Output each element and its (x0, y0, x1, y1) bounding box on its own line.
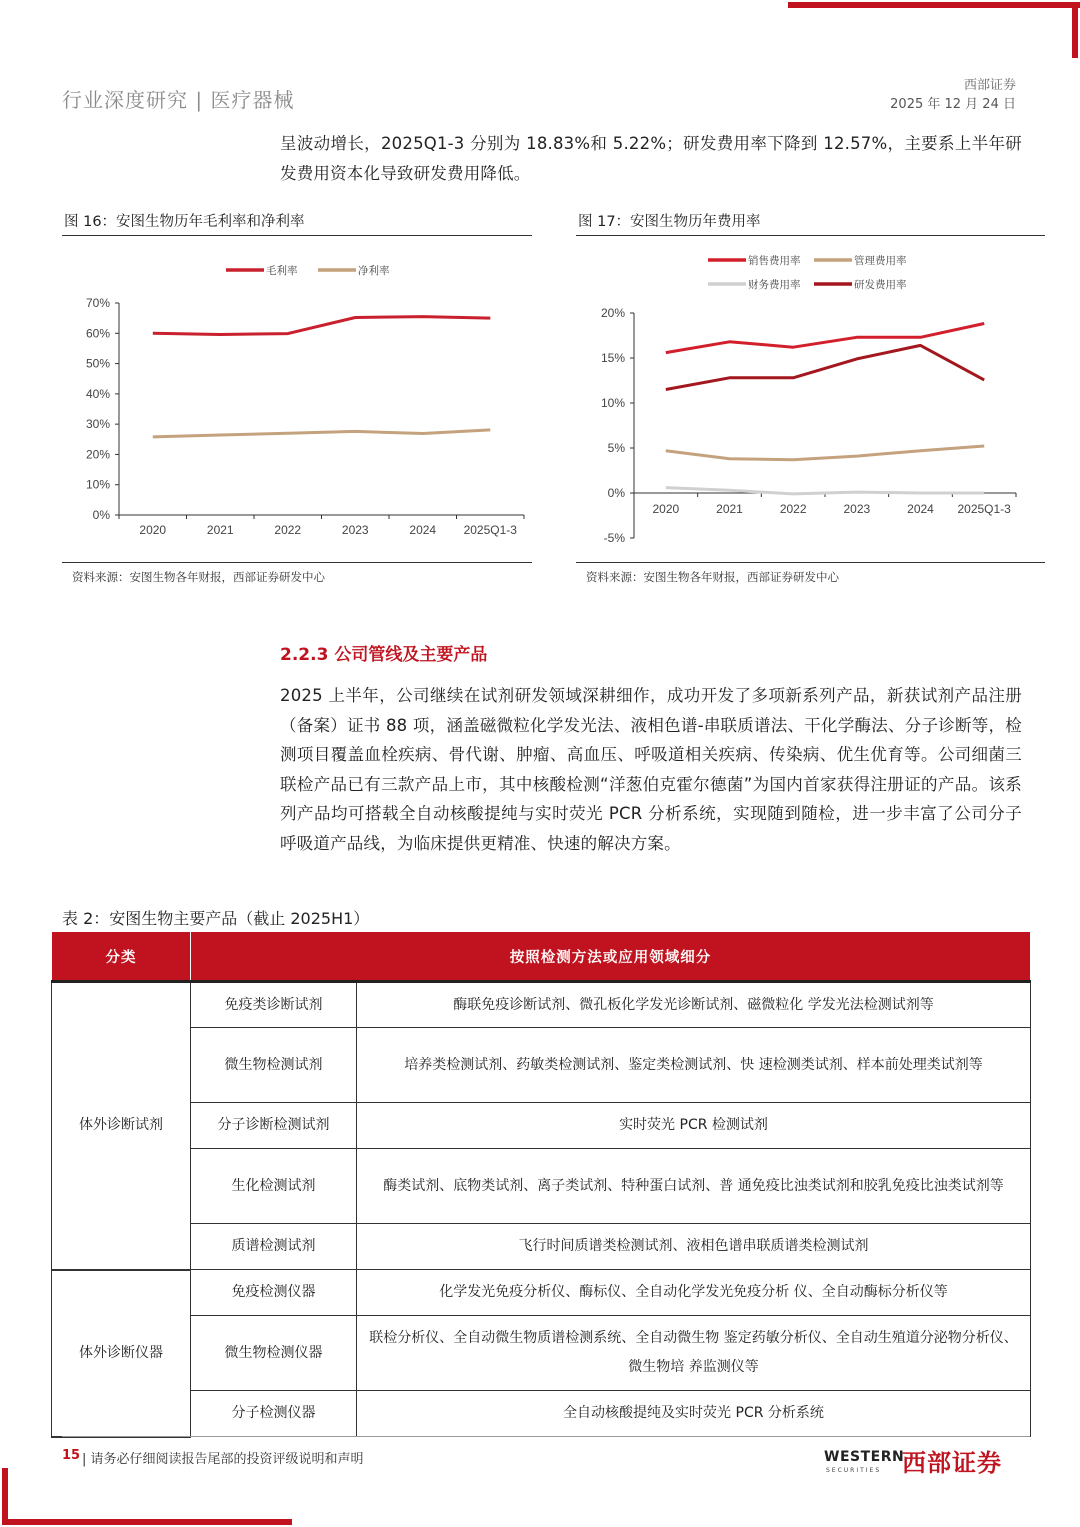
table-header-row (52, 932, 1031, 982)
footer-rule (62, 1436, 1030, 1437)
series-line-销售费用率 (666, 324, 984, 353)
legend-label: 财务费用率 (748, 279, 801, 291)
subcategory-cell: 微生物检测试剂 (191, 1028, 357, 1103)
table-title: 表 2：安图生物主要产品（截止 2025H1） (62, 909, 370, 928)
subcategory-cell: 微生物检测仪器 (191, 1316, 357, 1391)
x-tick-label: 2022 (274, 523, 302, 537)
detail-cell: 酶类试剂、底物类试剂、离子类试剂、特种蛋白试剂、普 通免疫比浊类试剂和胶乳免疫比浊类试剂等 (357, 1149, 1031, 1224)
y-tick-label: 10% (600, 396, 625, 410)
legend-label: 管理费用率 (854, 255, 907, 267)
subcategory-cell: 生化检测试剂 (191, 1149, 357, 1224)
table-row (52, 1270, 1031, 1316)
section-paragraph: 2025 上半年，公司继续在试剂研发领域深耕细作，成功开发了多项新系列产品，新获试剂产品注册（备案）证书 88 项，涵盖磁微粒化学发光法、液相色谱-串联质谱法、干化学酶法、分子诊断等，检测项目覆盖血栓疾病、骨代谢、肿瘤、高血压、呼吸道相关疾病、传染病、优生优育等。公司细菌三联检产品已有三款产品上市，其中核酸检测“洋葱伯克霍尔德菌”为国内首家获得注册证的产品。该系列产品均可搭载全自动核酸提纯与实时荧光 PCR 分析系统，实现随到随检，进一步丰富了公司分子呼吸道产品线，为临床提供更精准、快速的解决方案。 (280, 686, 1022, 853)
header-company: 西部证券 (963, 78, 1016, 93)
y-tick-label: 0% (607, 486, 625, 500)
detail-cell: 飞行时间质谱类检测试剂、液相色谱串联质谱类检测试剂 (357, 1224, 1031, 1270)
table-row (52, 982, 1031, 1028)
y-tick-label: 20% (85, 447, 110, 462)
detail-cell: 全自动核酸提纯及实时荧光 PCR 分析系统 (357, 1391, 1031, 1437)
intro-paragraph: 呈波动增长，2025Q1-3 分别为 18.83%和 5.22%；研发费用率下降到 12.57%，主要系上半年研发费用资本化导致研发费用降低。 (280, 134, 1022, 183)
figure17-bottom-rule (576, 562, 1045, 563)
figure17-chart (576, 245, 1045, 560)
footer-page-number: 15 (62, 1448, 81, 1463)
y-tick-label: 60% (85, 326, 110, 341)
table-row (52, 1028, 1031, 1103)
y-tick-label: 70% (85, 296, 110, 310)
y-tick-label: 15% (600, 351, 625, 365)
detail-cell: 酶联免疫诊断试剂、微孔板化学发光诊断试剂、磁微粒化 学发光法检测试剂等 (357, 982, 1031, 1028)
figure16-bottom-rule (62, 562, 532, 563)
y-tick-label: 50% (85, 356, 110, 371)
figure17-source: 资料来源：安图生物各年财报，西部证券研发中心 (586, 570, 839, 584)
x-tick-label: 2023 (341, 523, 369, 537)
footer-logo-en: WESTERN (824, 1449, 905, 1465)
y-tick-label: 30% (85, 417, 110, 432)
bottom-left-rule-vertical (2, 1468, 8, 1525)
x-tick-label: 2024 (907, 502, 934, 516)
figure17-title-rule (576, 235, 1045, 236)
subcategory-cell: 免疫检测仪器 (191, 1270, 357, 1316)
x-tick-label: 2022 (779, 502, 807, 516)
table-row (52, 1391, 1031, 1437)
footer-notice: | 请务必仔细阅读报告尾部的投资评级说明和声明 (82, 1452, 364, 1467)
subcategory-cell: 分子诊断检测试剂 (191, 1103, 357, 1149)
y-tick-label: 0% (92, 508, 110, 522)
subcategory-cell: 免疫类诊断试剂 (191, 982, 357, 1028)
product-table (51, 931, 1031, 1438)
series-line-管理费用率 (666, 446, 984, 460)
table-row (52, 1316, 1031, 1391)
subcategory-cell: 质谱检测试剂 (191, 1224, 357, 1270)
series-line-净利率 (153, 430, 491, 437)
y-tick-label: 20% (600, 306, 625, 320)
legend-label: 销售费用率 (748, 255, 801, 267)
section-title: 2.2.3 公司管线及主要产品 (280, 645, 488, 665)
header-report-type: 行业深度研究 | 医疗器械 (62, 88, 295, 112)
subcategory-cell: 分子检测仪器 (191, 1391, 357, 1437)
x-tick-label: 2023 (843, 502, 871, 516)
figure16-title-rule (62, 235, 532, 236)
legend-label: 研发费用率 (854, 279, 907, 291)
x-tick-label: 2021 (716, 502, 743, 516)
category-cell: 体外诊断仪器 (52, 1270, 191, 1437)
figure16-chart (62, 245, 532, 560)
header-detail: 按照检测方法或应用领域细分 (191, 932, 1031, 982)
footer-logo-sub: SECURITIES (826, 1467, 882, 1474)
table-row (52, 1224, 1031, 1270)
x-tick-label: 2021 (206, 523, 234, 537)
table-row (52, 1149, 1031, 1224)
x-tick-label: 2025Q1-3 (957, 502, 1011, 516)
figure16-title: 图 16：安图生物历年毛利率和净利率 (64, 214, 305, 230)
x-tick-label: 2020 (652, 502, 680, 516)
figure17-title: 图 17：安图生物历年费用率 (578, 214, 761, 230)
legend-label: 毛利率 (266, 265, 298, 277)
table-row (52, 1103, 1031, 1149)
figure16-source: 资料来源：安图生物各年财报，西部证券研发中心 (72, 570, 325, 584)
x-tick-label: 2025Q1-3 (463, 523, 517, 537)
category-cell: 体外诊断试剂 (52, 982, 191, 1270)
x-tick-label: 2024 (409, 523, 437, 537)
y-tick-label: -5% (603, 531, 625, 545)
y-tick-label: 10% (85, 477, 110, 492)
series-line-研发费用率 (666, 345, 984, 389)
legend-label: 净利率 (358, 265, 390, 277)
top-right-rule-vertical (1072, 2, 1078, 58)
series-line-毛利率 (153, 317, 491, 335)
x-tick-label: 2020 (139, 523, 167, 537)
bottom-left-rule (2, 1519, 292, 1525)
detail-cell: 联检分析仪、全自动微生物质谱检测系统、全自动微生物 鉴定药敏分析仪、全自动生殖道分泌物分析仪、微生物培 养监测仪等 (357, 1316, 1031, 1391)
detail-cell: 化学发光免疫分析仪、酶标仪、全自动化学发光免疫分析 仪、全自动酶标分析仪等 (357, 1270, 1031, 1316)
y-tick-label: 40% (85, 386, 110, 401)
top-right-rule (788, 2, 1080, 8)
header-date: 2025 年 12 月 24 日 (890, 97, 1016, 112)
detail-cell: 实时荧光 PCR 检测试剂 (357, 1103, 1031, 1149)
y-tick-label: 5% (607, 441, 625, 455)
header-category: 分类 (52, 932, 191, 982)
detail-cell: 培养类检测试剂、药敏类检测试剂、鉴定类检测试剂、快 速检测类试剂、样本前处理类试剂等 (357, 1028, 1031, 1103)
footer-logo-cn: 西部证券 (902, 1449, 1002, 1477)
